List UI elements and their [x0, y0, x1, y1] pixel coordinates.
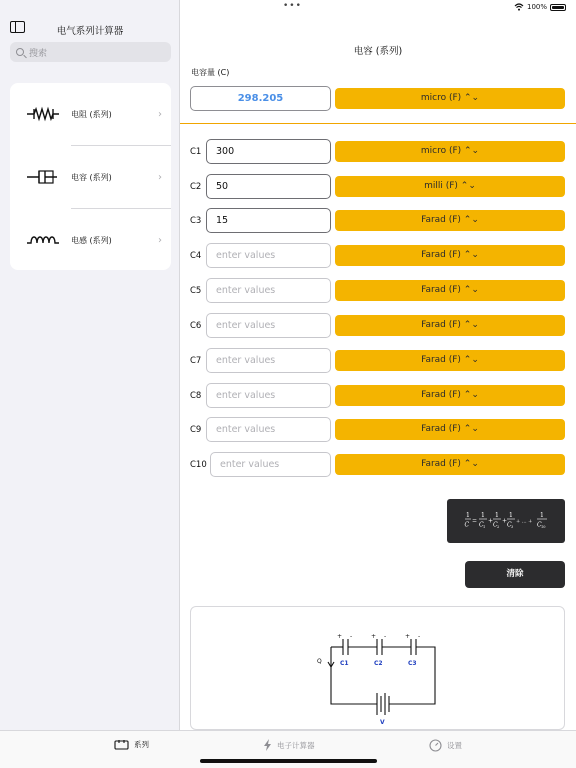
clear-button[interactable]: 清除	[465, 561, 565, 588]
formula-numerator: 1	[466, 512, 470, 519]
formula-term: C	[537, 521, 542, 529]
capacitor-label: C2	[374, 660, 383, 667]
row-label-c5: C5	[190, 286, 202, 296]
multitasking-dots-icon[interactable]: •••	[283, 1, 302, 11]
search-field[interactable]	[10, 42, 171, 62]
search-icon	[16, 48, 24, 56]
wifi-icon	[514, 3, 524, 11]
c10-unit-picker[interactable]: Farad (F) ⌃⌄	[335, 454, 565, 475]
battery-percent: 100%	[526, 3, 547, 11]
resistor-icon	[25, 104, 61, 124]
calculator-list	[10, 83, 171, 270]
c8-input[interactable]: enter values	[206, 383, 331, 408]
formula-numerator: 1	[509, 512, 513, 519]
row-label-c8: C8	[190, 391, 202, 401]
tab-label: 设置	[447, 741, 462, 750]
capacitor-label: C1	[340, 660, 349, 667]
svg-text:+: +	[502, 517, 508, 525]
formula-ellipsis: + ... +	[516, 518, 533, 525]
formula-numerator: 1	[481, 512, 485, 519]
minus-sign: -	[418, 633, 421, 640]
c4-unit-picker[interactable]: Farad (F) ⌃⌄	[335, 245, 565, 266]
chevron-right-icon: ›	[158, 108, 162, 120]
c7-unit-picker[interactable]: Farad (F) ⌃⌄	[335, 350, 565, 371]
sidebar-title: 电气系列计算器	[56, 26, 124, 37]
charge-label: Q	[317, 658, 322, 665]
circuit-diagram-card	[190, 606, 565, 730]
formula-sub: 2	[497, 525, 500, 529]
inductor-icon	[25, 230, 61, 250]
row-label-c2: C2	[190, 182, 202, 192]
capacitor-icon	[25, 167, 61, 187]
home-indicator	[200, 759, 377, 763]
tab-series[interactable]	[114, 739, 149, 750]
c6-unit-picker[interactable]: Farad (F) ⌃⌄	[335, 315, 565, 336]
c2-unit-picker[interactable]: milli (F) ⌃⌄	[335, 176, 565, 197]
row-label-c7: C7	[190, 356, 202, 366]
minus-sign: -	[350, 633, 353, 640]
formula-term: C	[479, 521, 484, 529]
result-unit-picker[interactable]: micro (F) ⌃⌄	[335, 88, 565, 109]
c8-unit-picker[interactable]: Farad (F) ⌃⌄	[335, 385, 565, 406]
c4-input[interactable]: enter values	[206, 243, 331, 268]
search-placeholder: 搜索	[29, 48, 48, 59]
sidebar	[0, 0, 180, 730]
result-value: 298.205	[190, 86, 331, 111]
row-label-c9: C9	[190, 425, 202, 435]
c5-unit-picker[interactable]: Farad (F) ⌃⌄	[335, 280, 565, 301]
tab-label: 系列	[134, 740, 149, 749]
c3-input[interactable]: 15	[206, 208, 331, 233]
c5-input[interactable]: enter values	[206, 278, 331, 303]
formula-term: C	[493, 521, 498, 529]
formula-numerator: 1	[495, 512, 499, 519]
sidebar-item-label: 电容 (系列)	[71, 172, 112, 182]
formula-term: C	[507, 521, 512, 529]
row-label-c10: C10	[190, 460, 207, 470]
c9-input[interactable]: enter values	[206, 417, 331, 442]
c2-input[interactable]: 50	[206, 174, 331, 199]
series-capacitance-formula	[447, 499, 565, 543]
c3-unit-picker[interactable]: Farad (F) ⌃⌄	[335, 210, 565, 231]
formula-graphic	[447, 499, 565, 543]
formula-denominator: C	[464, 521, 470, 529]
tab-electronics-calculator[interactable]	[263, 739, 315, 751]
status-right	[514, 3, 566, 11]
lightning-bolt-icon	[263, 739, 272, 751]
c1-unit-picker[interactable]: micro (F) ⌃⌄	[335, 141, 565, 162]
plus-sign: +	[405, 633, 411, 640]
section-divider	[180, 123, 576, 124]
row-label-c1: C1	[190, 147, 202, 157]
sidebar-item-label: 电感 (系列)	[71, 235, 112, 245]
settings-gauge-icon	[429, 739, 442, 752]
minus-sign: -	[384, 633, 387, 640]
formula-numerator: 1	[540, 512, 544, 519]
row-label-c4: C4	[190, 251, 202, 261]
battery-icon	[550, 4, 566, 11]
c6-input[interactable]: enter values	[206, 313, 331, 338]
series-circuit-icon	[114, 740, 129, 750]
formula-sub: 1	[483, 525, 486, 529]
sidebar-item-label: 电阻 (系列)	[71, 109, 112, 119]
formula-sub: 3	[511, 525, 514, 529]
c9-unit-picker[interactable]: Farad (F) ⌃⌄	[335, 419, 565, 440]
plus-sign: +	[337, 633, 343, 640]
row-label-c6: C6	[190, 321, 202, 331]
sidebar-item-capacitor[interactable]	[10, 146, 171, 208]
tab-settings[interactable]	[429, 739, 462, 752]
svg-text:+: +	[488, 517, 494, 525]
tab-label: 电子计算器	[277, 740, 315, 750]
capacitance-label: 电容量 (C)	[191, 68, 230, 77]
page-title: 电容 (系列)	[353, 46, 403, 57]
capacitor-label: C3	[408, 660, 417, 667]
chevron-right-icon: ›	[158, 171, 162, 183]
c10-input[interactable]: enter values	[210, 452, 331, 477]
chevron-right-icon: ›	[158, 234, 162, 246]
sidebar-item-inductor[interactable]	[10, 209, 171, 271]
c7-input[interactable]: enter values	[206, 348, 331, 373]
formula-sub: 10	[541, 525, 546, 529]
c1-input[interactable]: 300	[206, 139, 331, 164]
sidebar-item-resistor[interactable]	[10, 83, 171, 145]
svg-text:=: =	[472, 517, 478, 525]
row-label-c3: C3	[190, 216, 202, 226]
plus-sign: +	[371, 633, 377, 640]
voltage-label: V	[380, 719, 385, 726]
series-capacitor-circuit-diagram	[191, 607, 565, 730]
